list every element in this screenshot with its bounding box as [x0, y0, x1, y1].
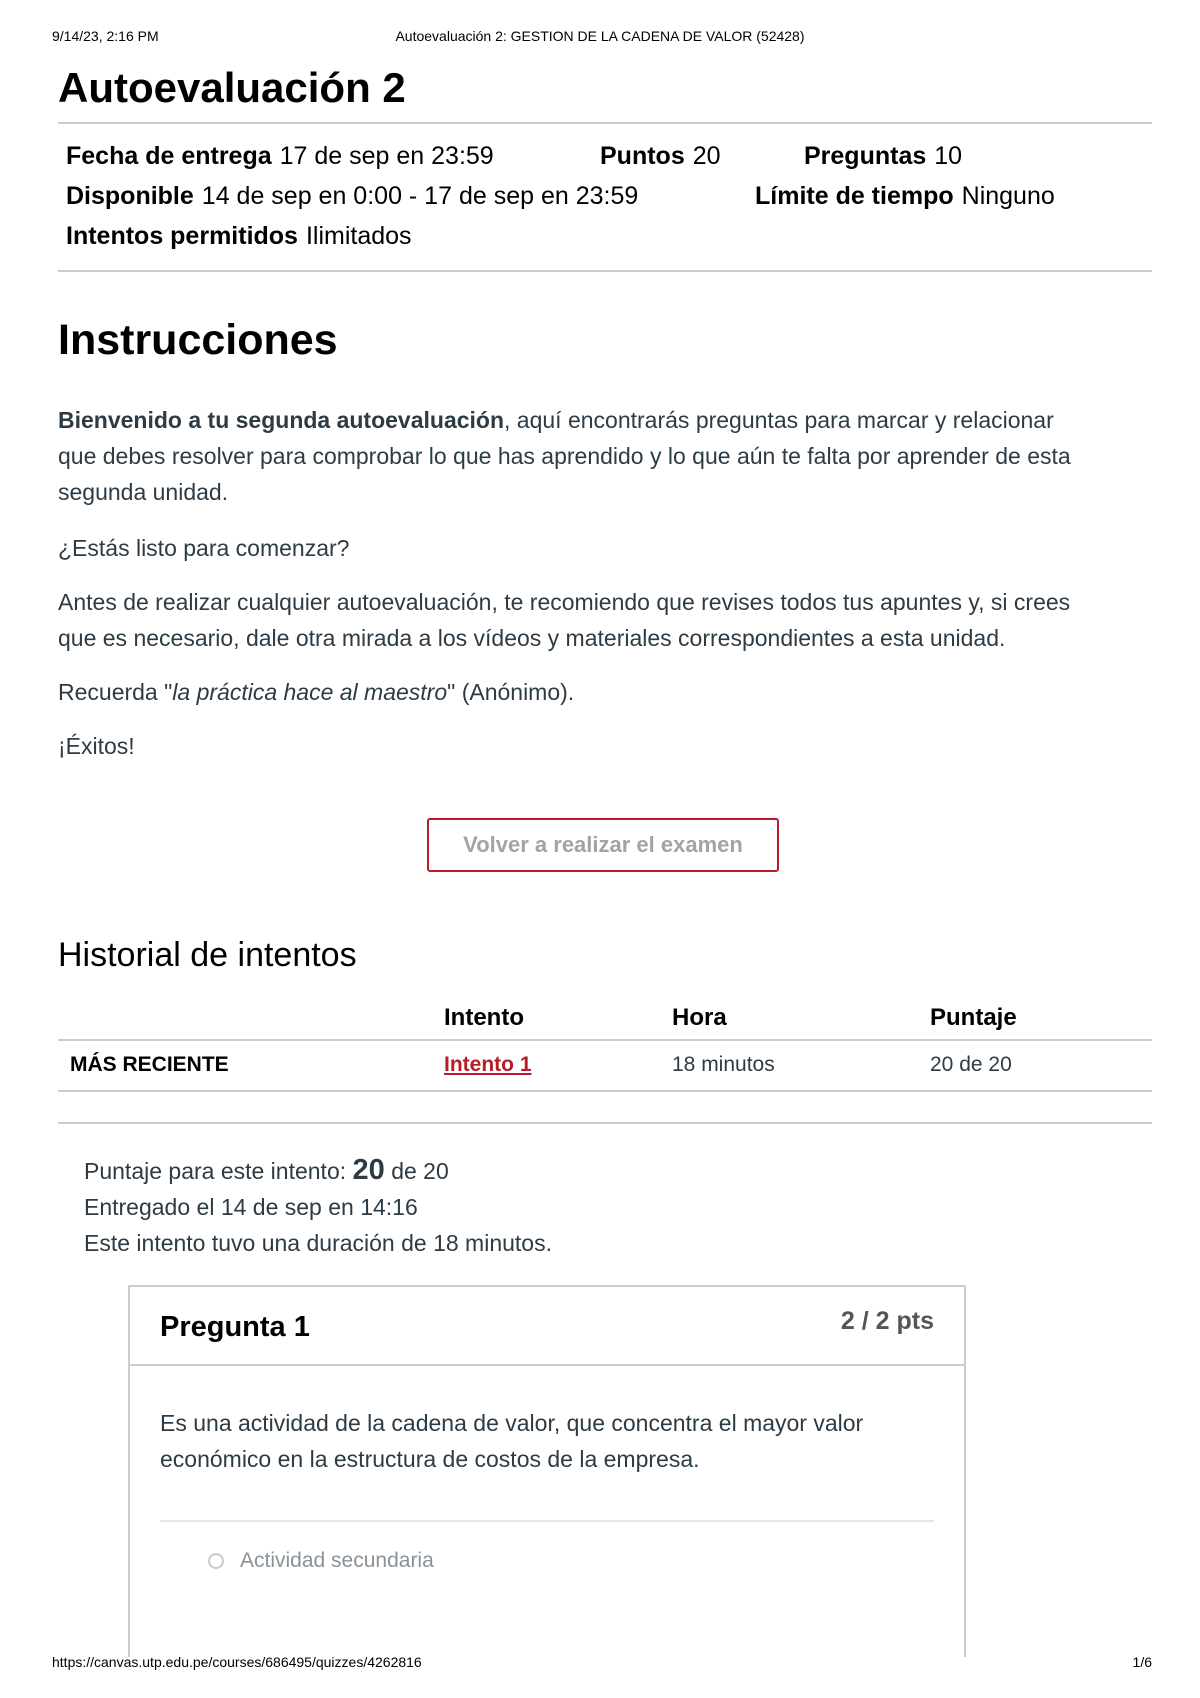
- print-url: https://canvas.utp.edu.pe/courses/686495/quizzes/4262816: [52, 1654, 422, 1670]
- questions-label: Preguntas: [804, 142, 927, 170]
- instructions-text: , aquí encontrarás preguntas para marcar y relacionar: [504, 407, 1054, 433]
- questions-value: 10: [934, 142, 963, 170]
- attempt-1-link[interactable]: Intento 1: [444, 1053, 532, 1076]
- attempts-label: Intentos permitidos: [66, 222, 298, 250]
- question-name: Pregunta 1: [160, 1311, 310, 1343]
- allowed-attempts: [66, 222, 412, 251]
- instructions-paragraph: [58, 402, 1152, 510]
- instructions-text: Antes de realizar cualquier autoevaluación, te recomiendo que revises todos tus apuntes y, si crees: [58, 589, 1071, 615]
- due-date: [66, 142, 494, 171]
- print-header: [0, 28, 1200, 48]
- instructions-text: que es necesario, dale otra mirada a los vídeos y materiales correspondientes a esta unidad.: [58, 625, 1006, 651]
- due-label: Fecha de entrega: [66, 142, 272, 170]
- attempt-cell: [444, 1053, 532, 1077]
- availability: [66, 182, 638, 211]
- submitted-at: Entregado el 14 de sep en 14:16: [84, 1194, 418, 1220]
- divider: [58, 122, 1152, 124]
- attempt-duration: Este intento tuvo una duración de 18 minutos.: [84, 1230, 552, 1256]
- ready-question: ¿Estás listo para comenzar?: [58, 535, 350, 561]
- print-datetime: 9/14/23, 2:16 PM: [52, 28, 159, 44]
- answer-divider: [160, 1520, 934, 1522]
- score-suffix: de 20: [391, 1158, 449, 1184]
- quote-text: la práctica hace al maestro: [172, 679, 448, 705]
- attempt-score-summary: [84, 1154, 449, 1187]
- divider: [58, 1122, 1152, 1124]
- points-label: Puntos: [600, 142, 685, 170]
- question-header: [130, 1287, 964, 1366]
- time-limit: [755, 182, 1055, 211]
- question-text: [160, 1405, 920, 1477]
- time-limit-value: Ninguno: [961, 182, 1055, 210]
- print-page-number: 1/6: [1132, 1654, 1152, 1670]
- recommendation-paragraph: [58, 584, 1152, 656]
- instructions-text: segunda unidad.: [58, 479, 229, 505]
- quote-suffix: " (Anónimo).: [447, 679, 575, 705]
- question-text-line: Es una actividad de la cadena de valor, que concentra el mayor valor: [160, 1410, 864, 1436]
- table-row-divider: [58, 1090, 1152, 1092]
- points: [600, 142, 721, 171]
- points-value: 20: [692, 142, 721, 170]
- due-value: 17 de sep en 23:59: [279, 142, 494, 170]
- retake-quiz-button[interactable]: Volver a realizar el examen: [427, 818, 779, 872]
- answer-label: Actividad secundaria: [240, 1549, 434, 1572]
- instructions-text: que debes resolver para comprobar lo que has aprendido y lo que aún te falta por aprender de esta: [58, 443, 1071, 469]
- score-prefix: Puntaje para este intento:: [84, 1158, 347, 1184]
- time-limit-label: Límite de tiempo: [755, 182, 954, 210]
- column-header-score: Puntaje: [930, 1004, 1017, 1031]
- good-luck-text: ¡Éxitos!: [58, 733, 135, 759]
- history-title: Historial de intentos: [58, 936, 357, 974]
- question-card: [128, 1285, 966, 1657]
- table-header-divider: [58, 1039, 1152, 1041]
- print-footer: [0, 1654, 1200, 1674]
- question-points: 2 / 2 pts: [840, 1307, 934, 1335]
- question-text-line: económico en la estructura de costos de la empresa.: [160, 1446, 700, 1472]
- column-header-time: Hora: [672, 1004, 727, 1031]
- available-value: 14 de sep en 0:00 - 17 de sep en 23:59: [201, 182, 639, 210]
- most-recent-label: MÁS RECIENTE: [70, 1053, 229, 1076]
- welcome-text: Bienvenido a tu segunda autoevaluación: [58, 407, 505, 433]
- quote-prefix: Recuerda ": [58, 679, 173, 705]
- print-document-title: Autoevaluación 2: GESTION DE LA CADENA DE VALOR (52428): [395, 28, 805, 44]
- available-label: Disponible: [66, 182, 194, 210]
- divider: [58, 270, 1152, 272]
- questions-count: [804, 142, 962, 171]
- score-value: 20: [352, 1154, 385, 1186]
- attempt-score: 20 de 20: [930, 1053, 1012, 1076]
- attempts-value: Ilimitados: [305, 222, 412, 250]
- quote-paragraph: [58, 674, 1152, 710]
- attempt-time: 18 minutos: [672, 1053, 775, 1076]
- instructions-title: Instrucciones: [58, 316, 338, 364]
- answer-radio[interactable]: [208, 1553, 224, 1569]
- column-header-attempt: Intento: [444, 1004, 524, 1031]
- page-title: Autoevaluación 2: [58, 64, 406, 111]
